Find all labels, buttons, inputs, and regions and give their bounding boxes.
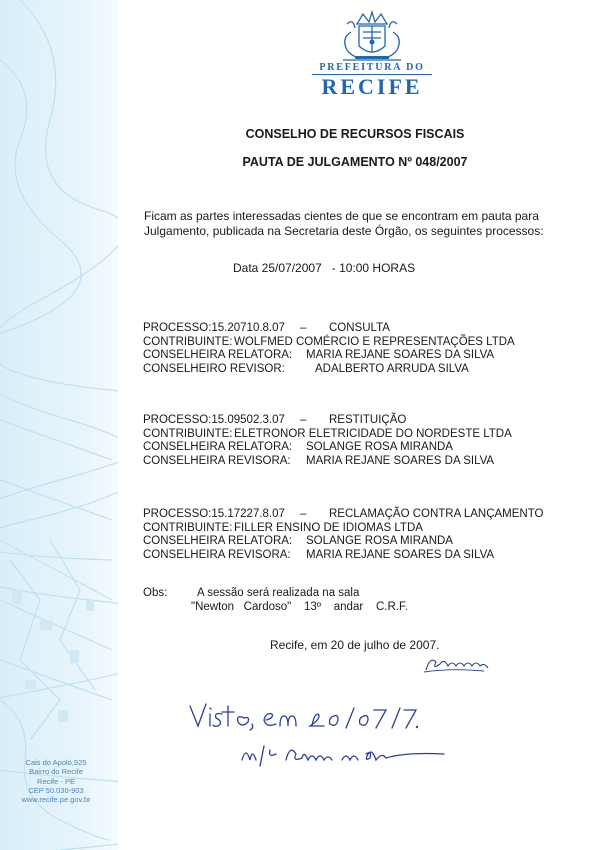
- reporter-label: CONSELHEIRA RELATORA:: [143, 349, 293, 362]
- city-map-watermark: [0, 0, 118, 850]
- process-type: RECLAMAÇÃO CONTRA LANÇAMENTO: [329, 508, 544, 520]
- reporter-name: SOLANGE ROSA MIRANDA: [306, 535, 453, 548]
- website-link[interactable]: www.recife.pe.gov.br: [21, 795, 91, 805]
- address-line: Recife - PE: [37, 776, 75, 786]
- taxpayer-label: CONTRIBUINTE:: [143, 335, 233, 348]
- small-signature: [422, 652, 492, 674]
- intro-paragraph: Ficam as partes interessadas cientes de que se encontram em pauta para Julgamento, publicada na Secretaria deste Órgão, os seguintes processos:: [144, 209, 544, 238]
- process-dash: –: [300, 414, 307, 426]
- reporter-label: CONSELHEIRA RELATORA:: [143, 441, 293, 454]
- reviewer-label: CONSELHEIRA REVISORA:: [143, 454, 291, 467]
- decorative-side-strip: [0, 0, 118, 850]
- address-line: Cais do Apolo,925: [25, 758, 87, 767]
- reporter-name: MARIA REJANE SOARES DA SILVA: [306, 349, 495, 362]
- process-type: CONSULTA: [329, 322, 390, 334]
- process-number: PROCESSO:15.17227.8.07: [143, 508, 285, 520]
- obs-label: Obs:: [143, 587, 168, 599]
- address-line: Bairro do Recife: [29, 767, 83, 777]
- place-and-date: Recife, em 20 de julho de 2007.: [270, 638, 440, 652]
- taxpayer-name: WOLFMED COMÉRCIO E REPRESENTAÇÕES LTDA: [234, 335, 515, 348]
- process-number: PROCESSO:15.20710.8.07: [143, 322, 285, 334]
- reviewer-label: CONSELHEIRO REVISOR:: [143, 362, 285, 375]
- session-date: Data 25/07/2007 - 10:00 HORAS: [233, 261, 416, 275]
- reviewer-label: CONSELHEIRA REVISORA:: [143, 548, 291, 561]
- process-number: PROCESSO:15.09502.3.07: [143, 414, 285, 426]
- address-line: CEP 50.030-903: [28, 785, 84, 795]
- agenda-title: PAUTA DE JULGAMENTO Nº 048/2007: [242, 155, 468, 169]
- process-dash: –: [300, 322, 307, 334]
- city-crest-icon: [333, 10, 411, 64]
- reviewer-name: MARIA REJANE SOARES DA SILVA: [306, 548, 495, 561]
- obs-line-1: A sessão será realizada na sala: [197, 587, 360, 599]
- council-title: CONSELHO DE RECURSOS FISCAIS: [245, 127, 465, 141]
- process-type: RESTITUIÇÃO: [329, 414, 407, 426]
- taxpayer-name: FILLER ENSINO DE IDIOMAS LTDA: [234, 521, 423, 534]
- letterhead-org-top: PREFEITURA DO: [319, 62, 425, 73]
- taxpayer-name: ELETRONOR ELETRICIDADE DO NORDESTE LTDA: [234, 427, 512, 440]
- letterhead-org-main: RECIFE: [321, 74, 423, 99]
- taxpayer-label: CONTRIBUINTE:: [143, 521, 233, 534]
- reviewer-name: MARIA REJANE SOARES DA SILVA: [306, 454, 495, 467]
- taxpayer-label: CONTRIBUINTE:: [143, 427, 233, 440]
- reporter-name: SOLANGE ROSA MIRANDA: [306, 441, 453, 454]
- process-dash: –: [300, 508, 307, 520]
- obs-line-2: "Newton Cardoso" 13º andar C.R.F.: [191, 601, 408, 613]
- handwritten-note: [186, 696, 418, 732]
- main-signature: [236, 740, 446, 770]
- footer-address: [0, 758, 112, 804]
- reviewer-name: ADALBERTO ARRUDA SILVA: [315, 362, 469, 375]
- reporter-label: CONSELHEIRA RELATORA:: [143, 535, 293, 548]
